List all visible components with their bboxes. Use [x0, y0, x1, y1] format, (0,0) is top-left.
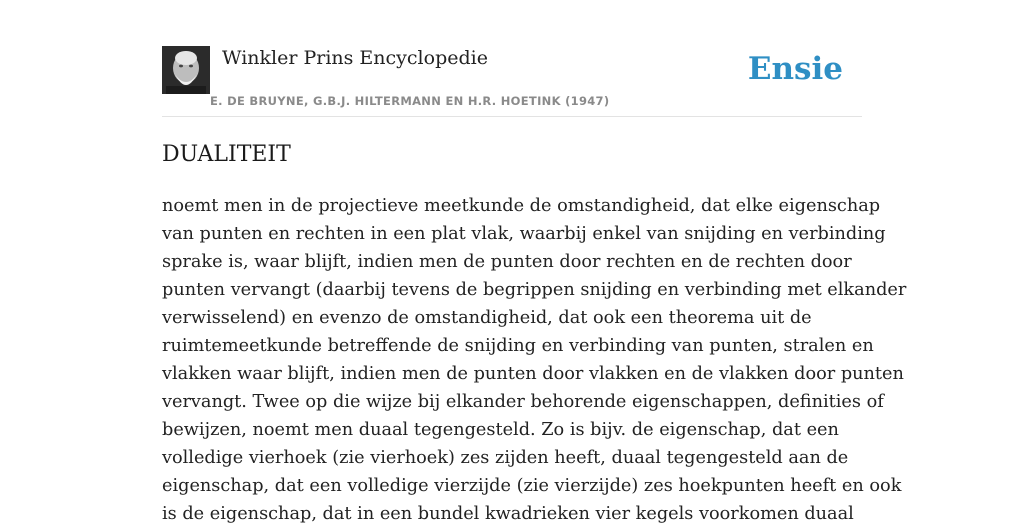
- authors-byline: E. DE BRUYNE, G.B.J. HILTERMANN EN H.R. HOETINK (1947): [210, 94, 610, 108]
- article-line: vervangt. Twee op die wijze bij elkander behorende eigenschappen, definities of: [162, 392, 884, 412]
- article-line: bewijzen, noemt men duaal tegengesteld. Zo is bijv. de eigenschap, dat een: [162, 420, 839, 440]
- article-line: van punten en rechten in een plat vlak, waarbij enkel van snijding en verbinding: [162, 224, 886, 244]
- author-portrait: [162, 46, 210, 94]
- ensie-logo[interactable]: Ensie: [747, 51, 843, 87]
- article-line: sprake is, waar blijft, indien men de punten door rechten en de rechten door: [162, 252, 852, 272]
- article-line: eigenschap, dat een volledige vierzijde (zie vierzijde) zes hoekpunten heeft en ook: [162, 476, 902, 496]
- article-line: noemt men in de projectieve meetkunde de omstandigheid, dat elke eigenschap: [162, 196, 881, 216]
- article-body: [162, 192, 907, 528]
- article-line: vlakken waar blijft, indien men de punten door vlakken en de vlakken door punten: [162, 364, 904, 384]
- header: [162, 46, 862, 117]
- article-line: verwisselend) en evenzo de omstandigheid, dat ook een theorema uit de: [162, 308, 812, 328]
- author-portrait-image: [162, 46, 210, 94]
- article-headword: DUALITEIT: [162, 142, 291, 167]
- article-line: volledige vierhoek (zie vierhoek) zes zijden heeft, duaal tegengesteld aan de: [162, 448, 849, 468]
- article-line: ruimtemeetkunde betreffende de snijding en verbinding van punten, stralen en: [162, 336, 874, 356]
- article-line: punten vervangt (daarbij tevens de begrippen snijding en verbinding met elkander: [162, 280, 907, 300]
- publication-title[interactable]: Winkler Prins Encyclopedie: [222, 47, 488, 69]
- article-line: is de eigenschap, dat in een bundel kwadrieken vier kegels voorkomen duaal: [162, 504, 854, 524]
